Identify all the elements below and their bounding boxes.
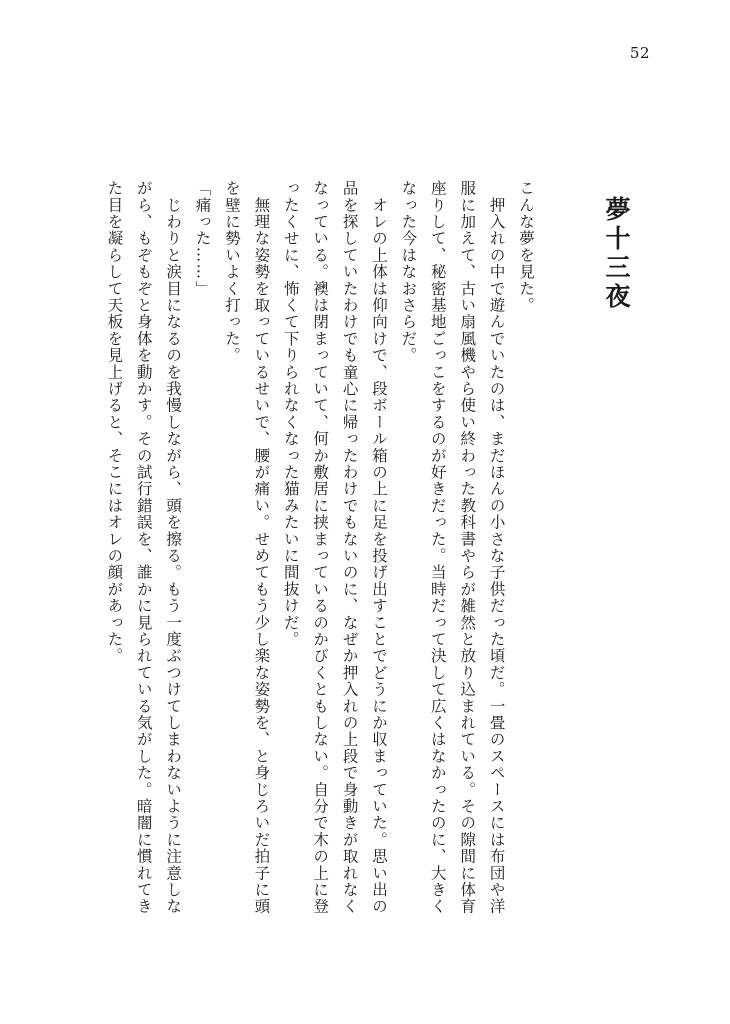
paragraph: 押入れの中で遊んでいたのは、まだほんの小さな子供だった頃だ。一畳のスペースには布団や洋服に加えて、古い扇風機やら使い終わった教科書やらが雑然と放り込まれている。その隙間に体育座りして、秘密基地ごっこをするのが好きだった。当時だって決して広くはなかったのに、大きくなった今はなおさらだ。 — [399, 180, 506, 915]
chapter-title: 夢十三夜 — [602, 196, 631, 312]
paragraph: じわりと涙目になるのを我慢しながら、頭を擦る。もう一度ぶつけてしまわないように注意しながら、もぞもぞと身体を動かす。その試行錯誤を、誰かに見られている気がした。暗闇に慣れてきた目を凝らして天板を見上げると、そこにはオレの顔があった。 — [105, 180, 183, 915]
paragraph: オレの上体は仰向けで、段ボール箱の上に足を投げ出すことでどうにか収まっていた。思い出の品を探していたわけでも童心に帰ったわけでもないのに、なぜか押入れの上段で身動きが取れなくなっている。襖は閉まっていて、何か敷居に挟まっているのかびくともしない。自分で木の上に登ったくせに、怖くて下りられなくなった猫みたいに間抜けだ。 — [281, 180, 388, 915]
body-text — [70, 180, 540, 920]
paragraph: こんな夢を見た。 — [517, 180, 535, 314]
page-number: 52 — [629, 44, 650, 62]
paragraph: 無理な姿勢を取っているせいで、腰が痛い。せめてもう少し楽な姿勢を、と身じろいだ拍子に頭を壁に勢いよく打った。 — [222, 180, 271, 915]
dialogue-line: 「痛った……」 — [193, 180, 212, 297]
